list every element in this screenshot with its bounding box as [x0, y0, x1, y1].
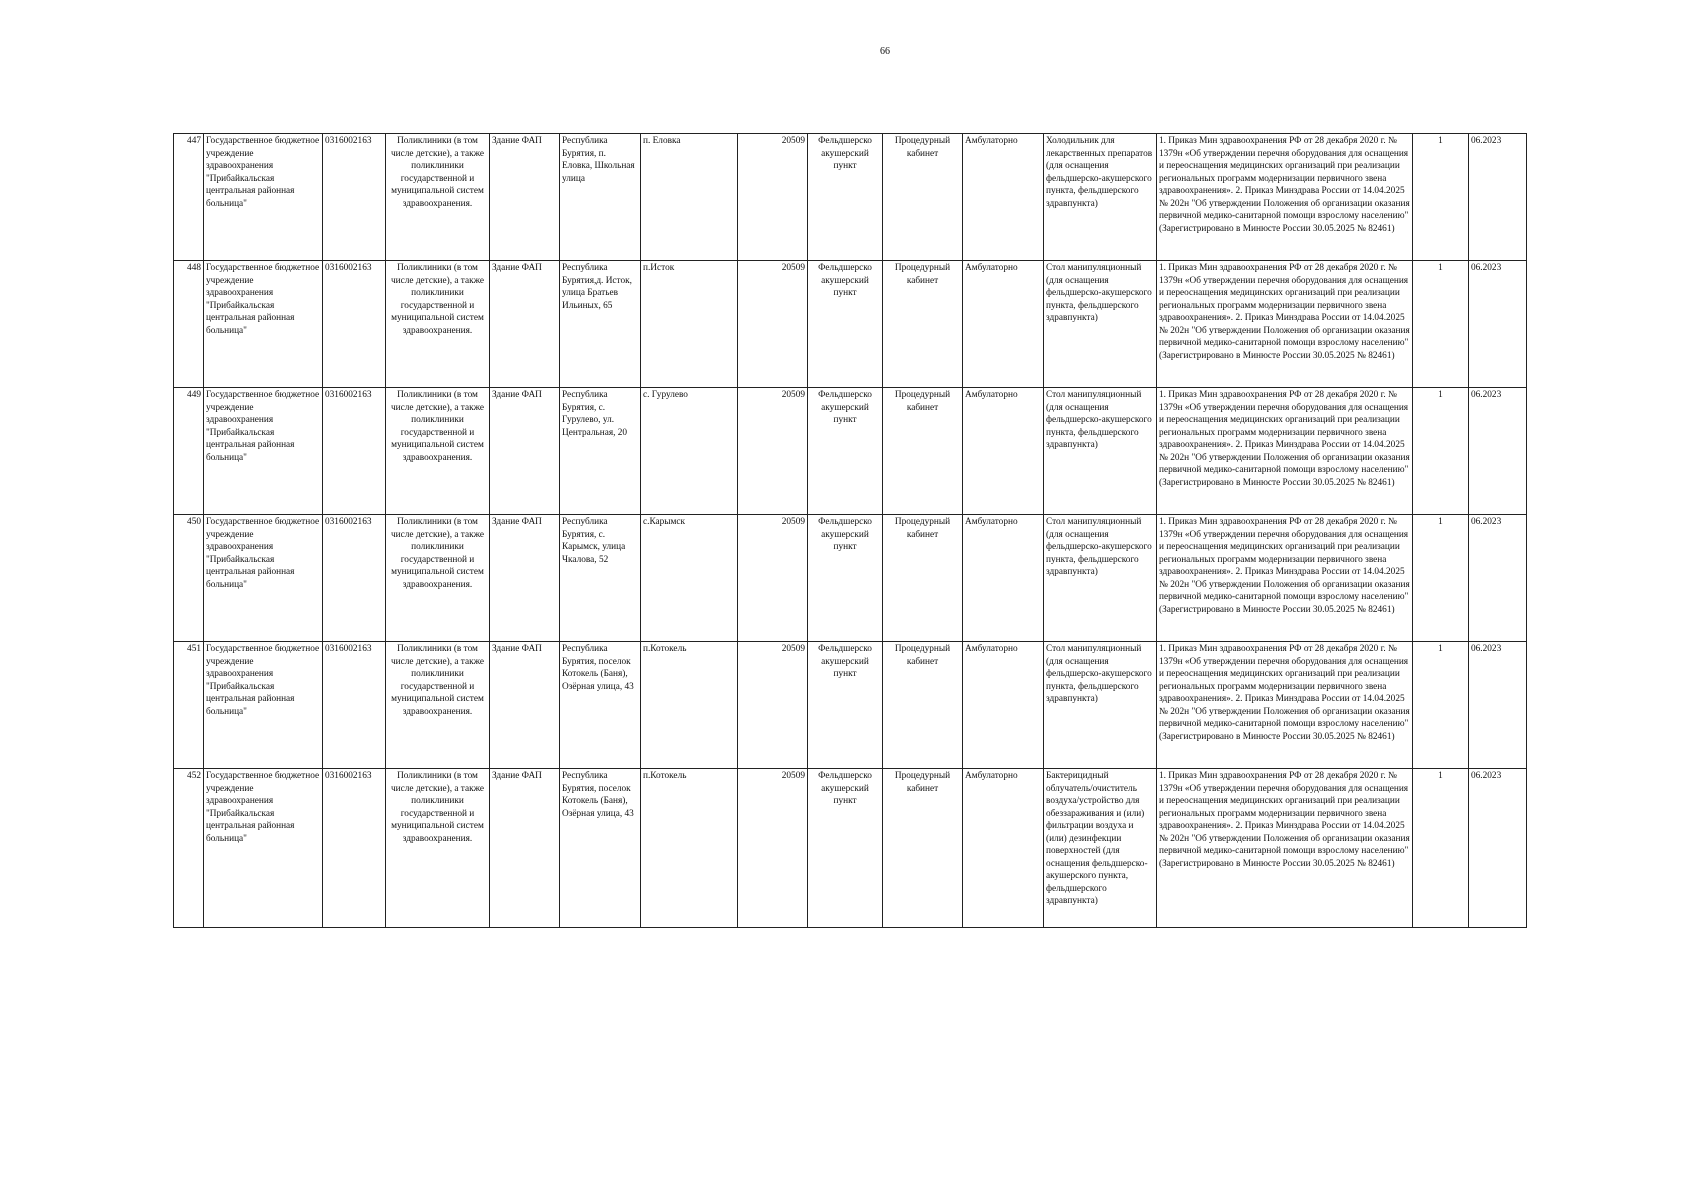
- room-cell: Процедурный кабинет: [883, 769, 963, 928]
- code-cell: 20509: [738, 769, 808, 928]
- code-cell: 20509: [738, 515, 808, 642]
- equipment-cell: Стол манипуляционный (для оснащения фельдшерско-акушерского пункта, фельдшерского здравпункта): [1044, 515, 1157, 642]
- building-cell: Здание ФАП: [490, 134, 560, 261]
- care-mode-cell: Амбулаторно: [963, 515, 1044, 642]
- date-cell: 06.2023: [1469, 642, 1527, 769]
- unit-cell: Фельдшерско акушерский пункт: [808, 388, 883, 515]
- unit-cell: Фельдшерско акушерский пункт: [808, 769, 883, 928]
- address-cell: Республика Бурятия,д. Исток, улица Братьев Ильиных, 65: [560, 261, 641, 388]
- unit-cell: Фельдшерско акушерский пункт: [808, 642, 883, 769]
- table-row: [174, 642, 1527, 769]
- care-mode-cell: Амбулаторно: [963, 388, 1044, 515]
- organization-cell: Государственное бюджетное учреждение здравоохранения "Прибайкальская центральная районная больница": [204, 642, 323, 769]
- facility-type-cell: Поликлиники (в том числе детские), а также поликлиники государственной и муниципальной систем здравоохранения.: [386, 642, 490, 769]
- organization-cell: Государственное бюджетное учреждение здравоохранения "Прибайкальская центральная районная больница": [204, 515, 323, 642]
- legal-basis-cell: 1. Приказ Мин здравоохранения РФ от 28 декабря 2020 г. № 1379н «Об утверждении перечня оборудования для оснащения и переоснащения медицинских организаций при реализации региональных программ модернизации первичного звена здравоохранения». 2. Приказ Минздрава России от 14.04.2025 № 202н "Об утверждении Положения об организации оказания первичной медико-санитарной помощи взрослому населению" (Зарегистрировано в Минюсте России 30.05.2025 № 82461): [1157, 261, 1413, 388]
- facility-type-cell: Поликлиники (в том числе детские), а также поликлиники государственной и муниципальной систем здравоохранения.: [386, 769, 490, 928]
- building-cell: Здание ФАП: [490, 388, 560, 515]
- equipment-cell: Стол манипуляционный (для оснащения фельдшерско-акушерского пункта, фельдшерского здравпункта): [1044, 388, 1157, 515]
- equipment-cell: Стол манипуляционный (для оснащения фельдшерско-акушерского пункта, фельдшерского здравпункта): [1044, 261, 1157, 388]
- facility-type-cell: Поликлиники (в том числе детские), а также поликлиники государственной и муниципальной систем здравоохранения.: [386, 388, 490, 515]
- inn-cell: 0316002163: [323, 261, 386, 388]
- locality-cell: п.Котокель: [641, 769, 738, 928]
- building-cell: Здание ФАП: [490, 769, 560, 928]
- table-row: [174, 261, 1527, 388]
- quantity-cell: 1: [1413, 769, 1469, 928]
- facility-type-cell: Поликлиники (в том числе детские), а также поликлиники государственной и муниципальной систем здравоохранения.: [386, 261, 490, 388]
- room-cell: Процедурный кабинет: [883, 134, 963, 261]
- equipment-cell: Холодильник для лекарственных препаратов (для оснащения фельдшерско-акушерского пункта, фельдшерского здравпункта): [1044, 134, 1157, 261]
- address-cell: Республика Бурятия, с. Карымск, улица Чкалова, 52: [560, 515, 641, 642]
- inn-cell: 0316002163: [323, 515, 386, 642]
- row-number-cell: 451: [174, 642, 204, 769]
- facility-type-cell: Поликлиники (в том числе детские), а также поликлиники государственной и муниципальной систем здравоохранения.: [386, 515, 490, 642]
- inn-cell: 0316002163: [323, 769, 386, 928]
- quantity-cell: 1: [1413, 134, 1469, 261]
- building-cell: Здание ФАП: [490, 261, 560, 388]
- quantity-cell: 1: [1413, 515, 1469, 642]
- care-mode-cell: Амбулаторно: [963, 134, 1044, 261]
- row-number-cell: 448: [174, 261, 204, 388]
- legal-basis-cell: 1. Приказ Мин здравоохранения РФ от 28 декабря 2020 г. № 1379н «Об утверждении перечня оборудования для оснащения и переоснащения медицинских организаций при реализации региональных программ модернизации первичного звена здравоохранения». 2. Приказ Минздрава России от 14.04.2025 № 202н "Об утверждении Положения об организации оказания первичной медико-санитарной помощи взрослому населению" (Зарегистрировано в Минюсте России 30.05.2025 № 82461): [1157, 134, 1413, 261]
- inn-cell: 0316002163: [323, 388, 386, 515]
- equipment-cell: Бактерицидный облучатель/очиститель воздуха/устройство для обеззараживания и (или) фильтрации воздуха и (или) дезинфекции поверхностей (для оснащения фельдшерско-акушерского пункта, фельдшерского здравпункта): [1044, 769, 1157, 928]
- code-cell: 20509: [738, 134, 808, 261]
- table-row: [174, 388, 1527, 515]
- table-row: [174, 515, 1527, 642]
- date-cell: 06.2023: [1469, 515, 1527, 642]
- building-cell: Здание ФАП: [490, 515, 560, 642]
- organization-cell: Государственное бюджетное учреждение здравоохранения "Прибайкальская центральная районная больница": [204, 134, 323, 261]
- locality-cell: п. Еловка: [641, 134, 738, 261]
- code-cell: 20509: [738, 261, 808, 388]
- legal-basis-cell: 1. Приказ Мин здравоохранения РФ от 28 декабря 2020 г. № 1379н «Об утверждении перечня оборудования для оснащения и переоснащения медицинских организаций при реализации региональных программ модернизации первичного звена здравоохранения». 2. Приказ Минздрава России от 14.04.2025 № 202н "Об утверждении Положения об организации оказания первичной медико-санитарной помощи взрослому населению" (Зарегистрировано в Минюсте России 30.05.2025 № 82461): [1157, 515, 1413, 642]
- room-cell: Процедурный кабинет: [883, 261, 963, 388]
- room-cell: Процедурный кабинет: [883, 515, 963, 642]
- unit-cell: Фельдшерско акушерский пункт: [808, 261, 883, 388]
- inn-cell: 0316002163: [323, 134, 386, 261]
- page-number: 66: [880, 46, 890, 57]
- table-row: [174, 769, 1527, 928]
- legal-basis-cell: 1. Приказ Мин здравоохранения РФ от 28 декабря 2020 г. № 1379н «Об утверждении перечня оборудования для оснащения и переоснащения медицинских организаций при реализации региональных программ модернизации первичного звена здравоохранения». 2. Приказ Минздрава России от 14.04.2025 № 202н "Об утверждении Положения об организации оказания первичной медико-санитарной помощи взрослому населению" (Зарегистрировано в Минюсте России 30.05.2025 № 82461): [1157, 642, 1413, 769]
- code-cell: 20509: [738, 388, 808, 515]
- care-mode-cell: Амбулаторно: [963, 642, 1044, 769]
- locality-cell: с.Карымск: [641, 515, 738, 642]
- code-cell: 20509: [738, 642, 808, 769]
- organization-cell: Государственное бюджетное учреждение здравоохранения "Прибайкальская центральная районная больница": [204, 261, 323, 388]
- row-number-cell: 447: [174, 134, 204, 261]
- organization-cell: Государственное бюджетное учреждение здравоохранения "Прибайкальская центральная районная больница": [204, 388, 323, 515]
- date-cell: 06.2023: [1469, 388, 1527, 515]
- organization-cell: Государственное бюджетное учреждение здравоохранения "Прибайкальская центральная районная больница": [204, 769, 323, 928]
- quantity-cell: 1: [1413, 388, 1469, 515]
- room-cell: Процедурный кабинет: [883, 388, 963, 515]
- address-cell: Республика Бурятия, п. Еловка, Школьная улица: [560, 134, 641, 261]
- address-cell: Республика Бурятия, с. Гурулево, ул. Центральная, 20: [560, 388, 641, 515]
- locality-cell: п.Котокель: [641, 642, 738, 769]
- care-mode-cell: Амбулаторно: [963, 769, 1044, 928]
- date-cell: 06.2023: [1469, 769, 1527, 928]
- care-mode-cell: Амбулаторно: [963, 261, 1044, 388]
- legal-basis-cell: 1. Приказ Мин здравоохранения РФ от 28 декабря 2020 г. № 1379н «Об утверждении перечня оборудования для оснащения и переоснащения медицинских организаций при реализации региональных программ модернизации первичного звена здравоохранения». 2. Приказ Минздрава России от 14.04.2025 № 202н "Об утверждении Положения об организации оказания первичной медико-санитарной помощи взрослому населению" (Зарегистрировано в Минюсте России 30.05.2025 № 82461): [1157, 769, 1413, 928]
- date-cell: 06.2023: [1469, 261, 1527, 388]
- equipment-registry-table: [173, 133, 1527, 928]
- inn-cell: 0316002163: [323, 642, 386, 769]
- room-cell: Процедурный кабинет: [883, 642, 963, 769]
- unit-cell: Фельдшерско акушерский пункт: [808, 515, 883, 642]
- quantity-cell: 1: [1413, 261, 1469, 388]
- table-row: [174, 134, 1527, 261]
- locality-cell: п.Исток: [641, 261, 738, 388]
- locality-cell: с. Гурулево: [641, 388, 738, 515]
- row-number-cell: 450: [174, 515, 204, 642]
- equipment-cell: Стол манипуляционный (для оснащения фельдшерско-акушерского пункта, фельдшерского здравпункта): [1044, 642, 1157, 769]
- row-number-cell: 449: [174, 388, 204, 515]
- legal-basis-cell: 1. Приказ Мин здравоохранения РФ от 28 декабря 2020 г. № 1379н «Об утверждении перечня оборудования для оснащения и переоснащения медицинских организаций при реализации региональных программ модернизации первичного звена здравоохранения». 2. Приказ Минздрава России от 14.04.2025 № 202н "Об утверждении Положения об организации оказания первичной медико-санитарной помощи взрослому населению" (Зарегистрировано в Минюсте России 30.05.2025 № 82461): [1157, 388, 1413, 515]
- facility-type-cell: Поликлиники (в том числе детские), а также поликлиники государственной и муниципальной систем здравоохранения.: [386, 134, 490, 261]
- row-number-cell: 452: [174, 769, 204, 928]
- address-cell: Республика Бурятия, поселок Котокель (Баня), Озёрная улица, 43: [560, 642, 641, 769]
- date-cell: 06.2023: [1469, 134, 1527, 261]
- address-cell: Республика Бурятия, поселок Котокель (Баня), Озёрная улица, 43: [560, 769, 641, 928]
- building-cell: Здание ФАП: [490, 642, 560, 769]
- quantity-cell: 1: [1413, 642, 1469, 769]
- unit-cell: Фельдшерско акушерский пункт: [808, 134, 883, 261]
